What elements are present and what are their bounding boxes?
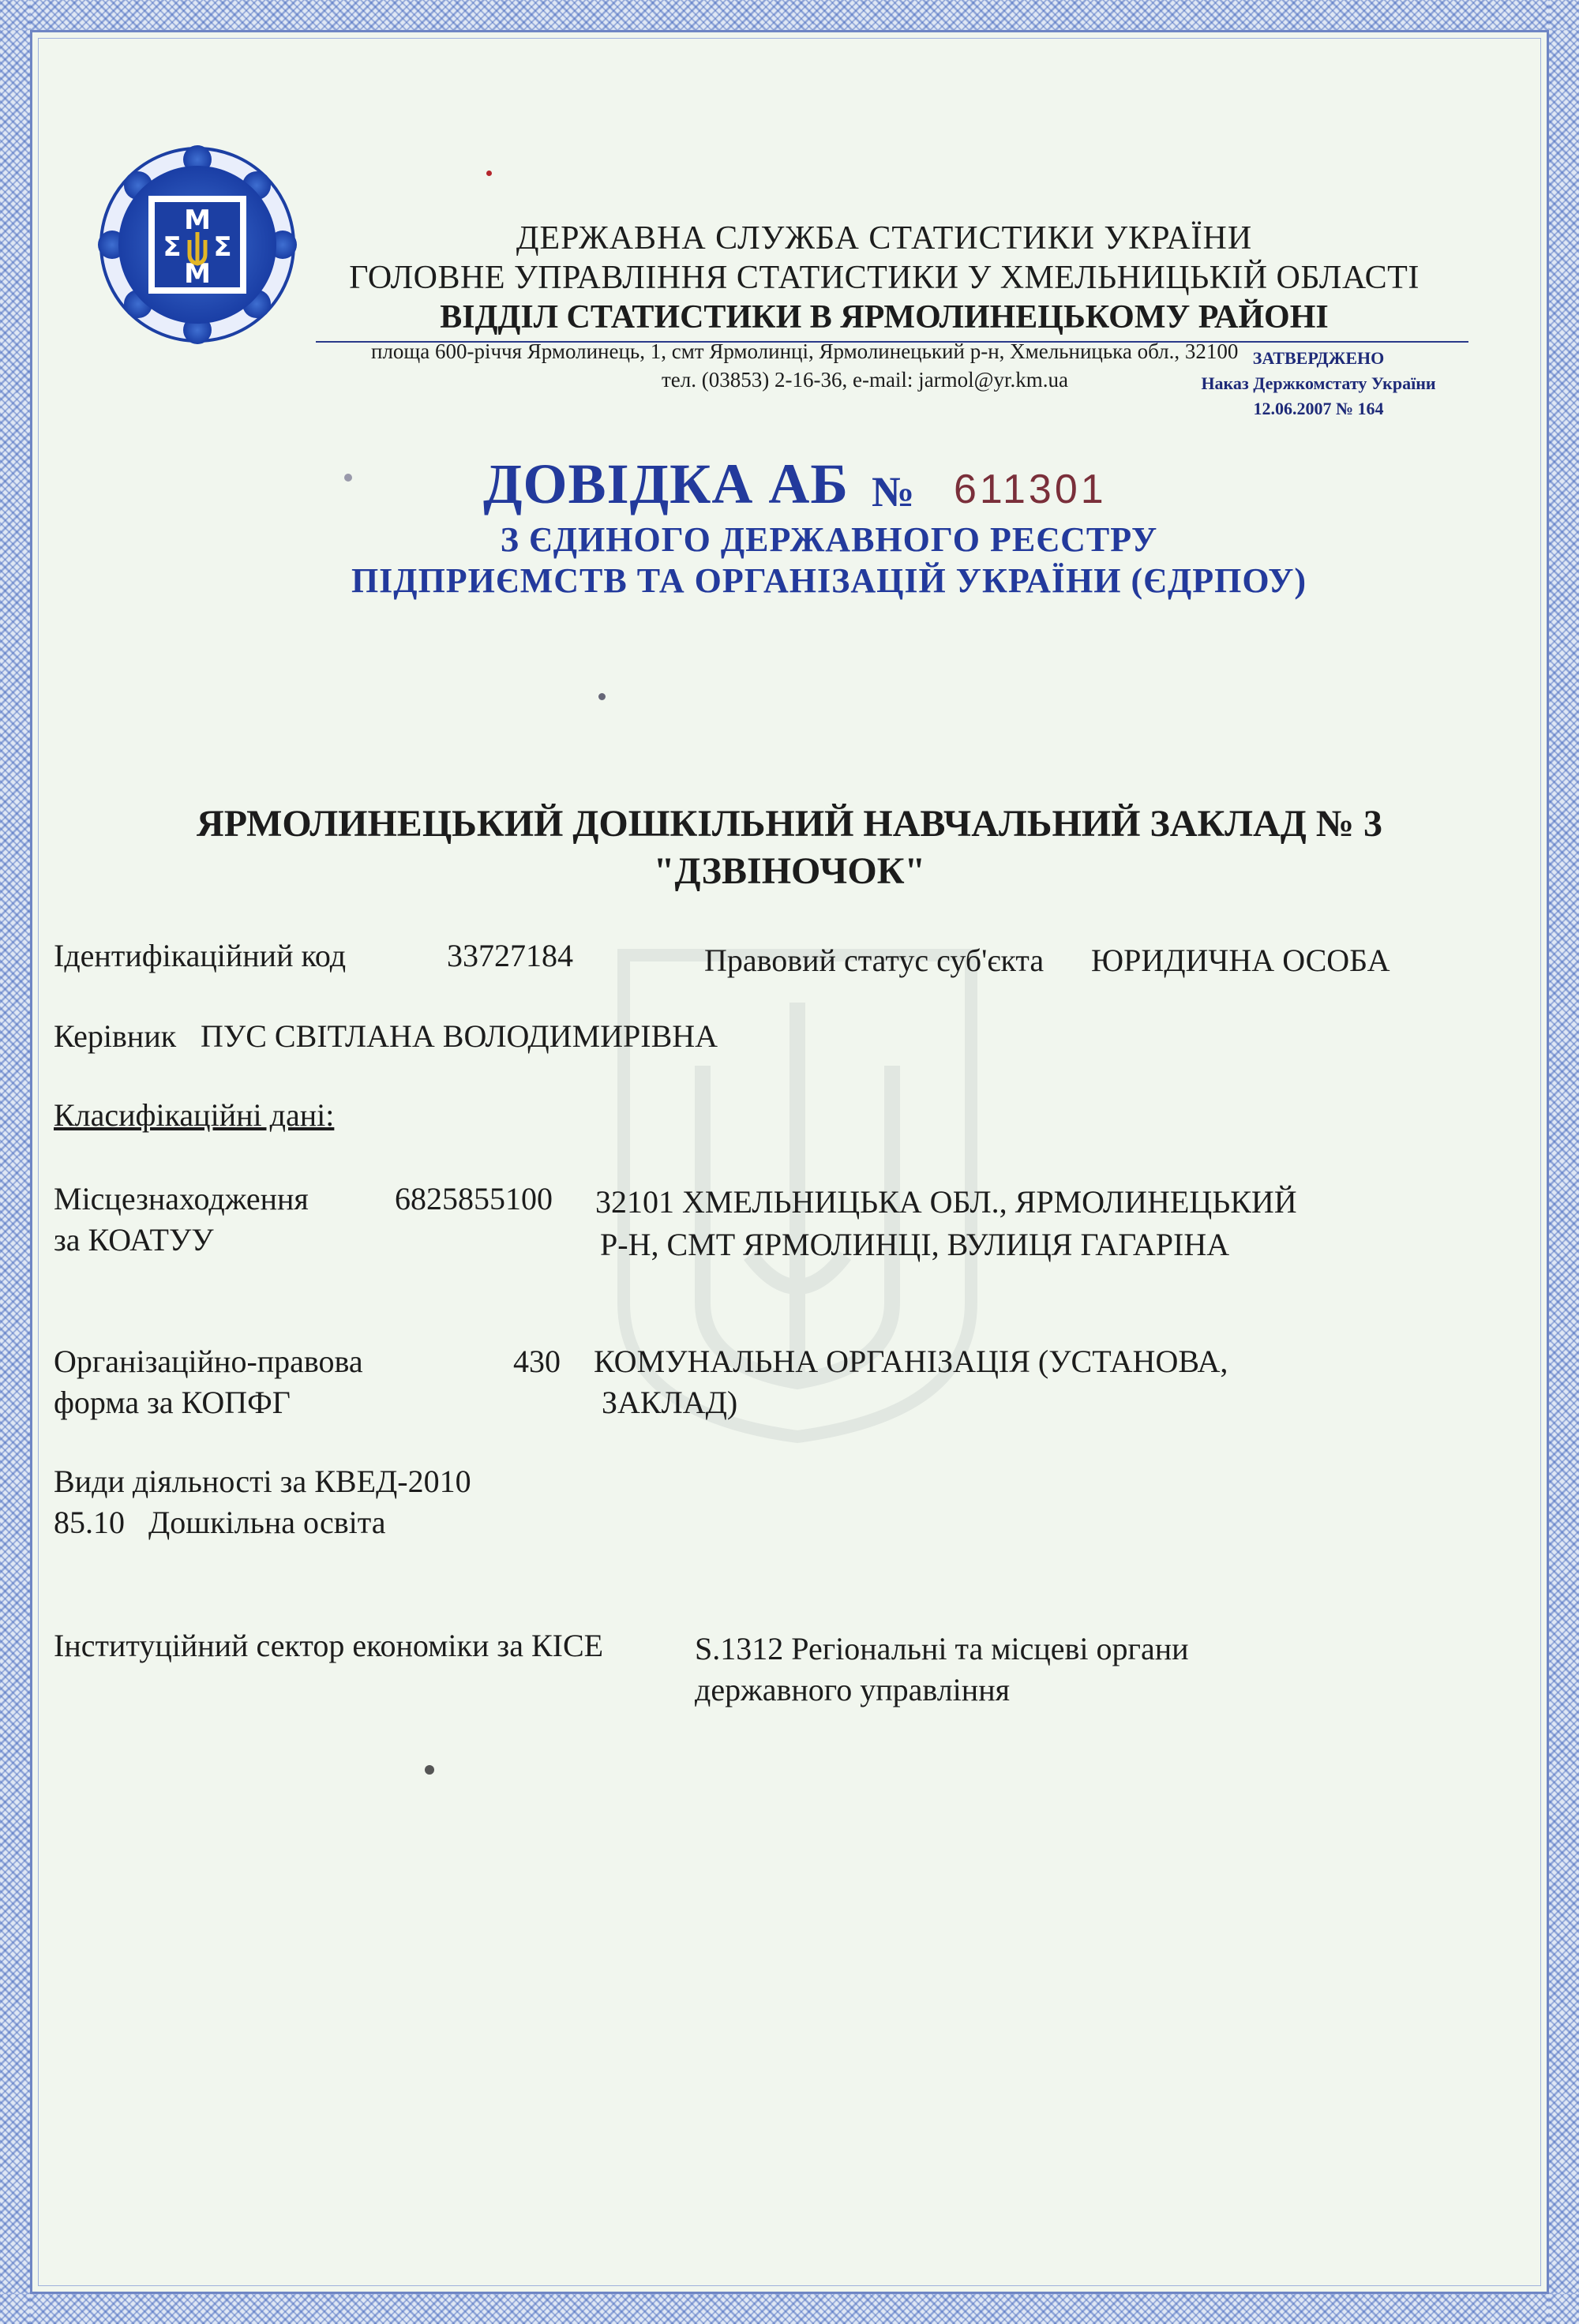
location-label-2: за КОАТУУ — [54, 1222, 214, 1258]
header-line-1: ДЕРЖАВНА СЛУЖБА СТАТИСТИКИ УКРАЇНИ — [516, 220, 1253, 257]
kopfg-label-1: Організаційно-правова — [54, 1344, 363, 1379]
svg-text:Σ: Σ — [213, 231, 232, 263]
header-line-3: ВІДДІЛ СТАТИСТИКИ В ЯРМОЛИНЕЦЬКОМУ РАЙОНІ — [440, 299, 1329, 335]
head-value: ПУС СВІТЛАНА ВОЛОДИМИРІВНА — [201, 1018, 718, 1054]
head-label: Керівник — [54, 1018, 177, 1054]
approved-date: 12.06.2007 № 164 — [1253, 399, 1384, 418]
state-statistics-logo — [95, 142, 300, 347]
certificate-number: 611301 — [954, 467, 1107, 512]
id-code-label: Ідентифікаційний код — [54, 938, 347, 973]
legal-status-value: ЮРИДИЧНА ОСОБА — [1091, 943, 1390, 978]
classification-heading: Класифікаційні дані: — [54, 1097, 335, 1133]
organization-name-line-1: ЯРМОЛИНЕЦЬКИЙ ДОШКІЛЬНИЙ НАВЧАЛЬНИЙ ЗАКЛАД № 3 — [197, 803, 1382, 845]
organization-name-line-2: "ДЗВІНОЧОК" — [653, 850, 926, 892]
header-address: площа 600-річчя Ярмолинець, 1, смт Ярмолинці, Ярмолинецький р-н, Хмельницька обл., 32100 — [371, 339, 1239, 363]
kopfg-value-2: ЗАКЛАД) — [602, 1385, 738, 1420]
kved-value: Дошкільна освіта — [148, 1505, 386, 1540]
location-value-2: Р-Н, СМТ ЯРМОЛИНЦІ, ВУЛИЦЯ ГАГАРІНА — [600, 1227, 1230, 1262]
kise-value-2: державного управління — [695, 1672, 1011, 1707]
scan-speck — [344, 474, 352, 482]
kise-label: Інституційний сектор економіки за КІСЕ — [54, 1628, 604, 1663]
kopfg-label-2: форма за КОПФГ — [54, 1385, 291, 1420]
scan-speck — [598, 693, 606, 700]
approved-label: ЗАТВЕРДЖЕНО — [1252, 348, 1385, 368]
kopfg-value-1: КОМУНАЛЬНА ОРГАНІЗАЦІЯ (УСТАНОВА, — [594, 1344, 1228, 1379]
header-contacts: тел. (03853) 2-16-36, e-mail: jarmol@yr.km.ua — [662, 368, 1069, 392]
svg-text:M: M — [184, 204, 211, 236]
koatuu-code: 6825855100 — [395, 1181, 553, 1216]
location-value-1: 32101 ХМЕЛЬНИЦЬКА ОБЛ., ЯРМОЛИНЕЦЬКИЙ — [595, 1184, 1297, 1220]
approved-stamp — [1176, 346, 1461, 422]
document-title: ДОВІДКА АБ — [483, 452, 849, 515]
legal-status-label: Правовий статус суб'єкта — [704, 943, 1045, 978]
kved-code: 85.10 — [54, 1505, 125, 1540]
id-code-value: 33727184 — [447, 938, 573, 973]
kved-label: Види діяльності за КВЕД-2010 — [54, 1464, 471, 1499]
scan-speck — [425, 1765, 434, 1775]
kise-value-1: S.1312 Регіональні та місцеві органи — [695, 1631, 1189, 1666]
header-line-2: ГОЛОВНЕ УПРАВЛІННЯ СТАТИСТИКИ У ХМЕЛЬНИЦЬКІЙ ОБЛАСТІ — [349, 260, 1420, 296]
number-sign: № — [872, 468, 915, 515]
location-label-1: Місцезнаходження — [54, 1181, 309, 1216]
svg-text:M: M — [184, 258, 211, 290]
scan-speck — [486, 171, 492, 176]
svg-text:Σ: Σ — [163, 231, 182, 263]
approved-order: Наказ Держкомстату України — [1201, 373, 1436, 393]
subtitle-line-2: ПІДПРИЄМСТВ ТА ОРГАНІЗАЦІЙ УКРАЇНИ (ЄДРПОУ) — [351, 561, 1307, 600]
subtitle-line-1: З ЄДИНОГО ДЕРЖАВНОГО РЕЄСТРУ — [500, 520, 1158, 559]
kopfg-code: 430 — [513, 1344, 561, 1379]
